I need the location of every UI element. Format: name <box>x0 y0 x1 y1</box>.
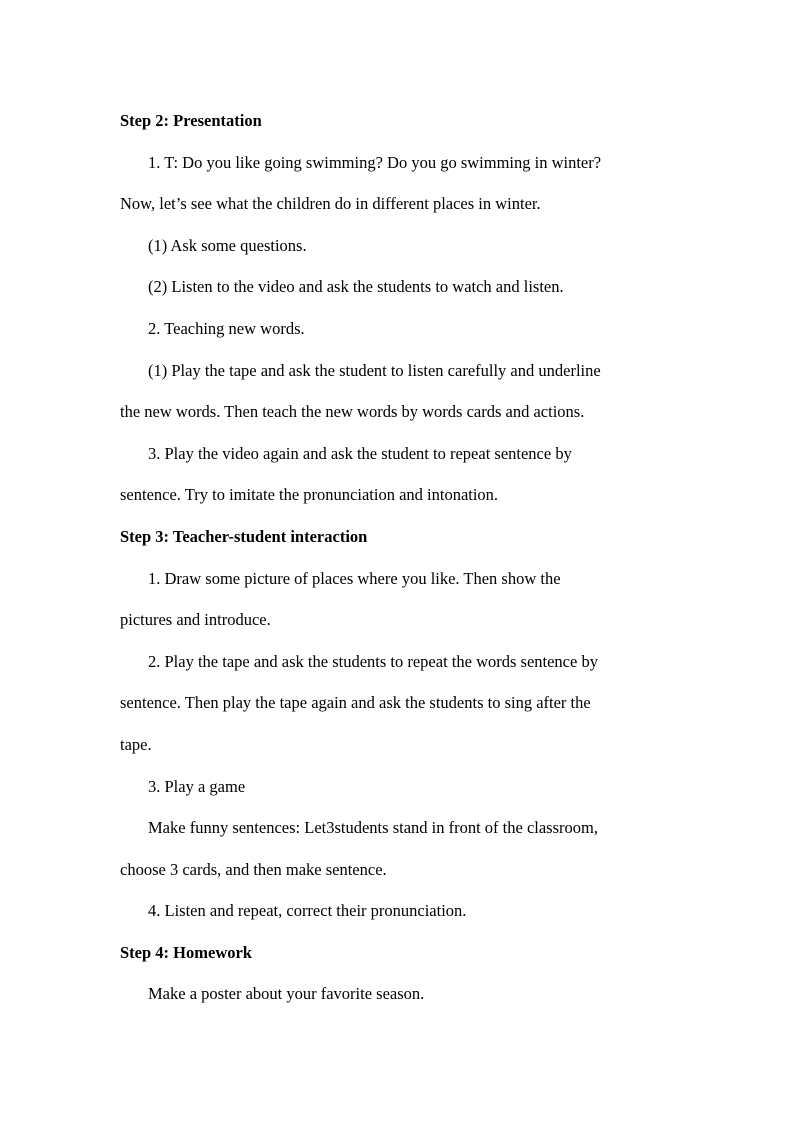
paragraph-line: 4. Listen and repeat, correct their pronunciation. <box>148 901 467 921</box>
step-2-heading: Step 2: Presentation <box>120 111 262 130</box>
paragraph-line: Make a poster about your favorite season. <box>148 984 425 1004</box>
paragraph-line: (1) Ask some questions. <box>148 235 307 255</box>
step-3-heading: Step 3: Teacher-student interaction <box>120 526 368 546</box>
paragraph-line: 1. T: Do you like going swimming? Do you go swimming in winter? <box>148 152 602 172</box>
paragraph-line: 2. Play the tape and ask the students to repeat the words sentence by <box>148 651 598 671</box>
paragraph-line: 2. Teaching new words. <box>148 318 305 338</box>
paragraph-line: 1. Draw some picture of places where you like. Then show the <box>148 568 561 588</box>
paragraph-line: the new words. Then teach the new words by words cards and actions. <box>120 402 585 422</box>
paragraph-line: sentence. Try to imitate the pronunciation and intonation. <box>120 485 499 505</box>
lesson-plan-body <box>120 100 668 1015</box>
paragraph-line: sentence. Then play the tape again and ask the students to sing after the <box>120 693 591 713</box>
paragraph-line: tape. <box>120 734 152 754</box>
paragraph-line: (2) Listen to the video and ask the students to watch and listen. <box>148 277 564 297</box>
paragraph-line: choose 3 cards, and then make sentence. <box>120 859 387 879</box>
paragraph-line: 3. Play a game <box>148 776 246 796</box>
step-4-heading: Step 4: Homework <box>120 942 252 962</box>
paragraph-line: pictures and introduce. <box>120 610 271 630</box>
paragraph-line: (1) Play the tape and ask the student to listen carefully and underline <box>148 360 601 380</box>
paragraph-line: Make funny sentences: Let3students stand in front of the classroom, <box>148 818 598 838</box>
paragraph-line: 3. Play the video again and ask the student to repeat sentence by <box>148 443 572 463</box>
paragraph-line: Now, let’s see what the children do in different places in winter. <box>120 194 541 214</box>
